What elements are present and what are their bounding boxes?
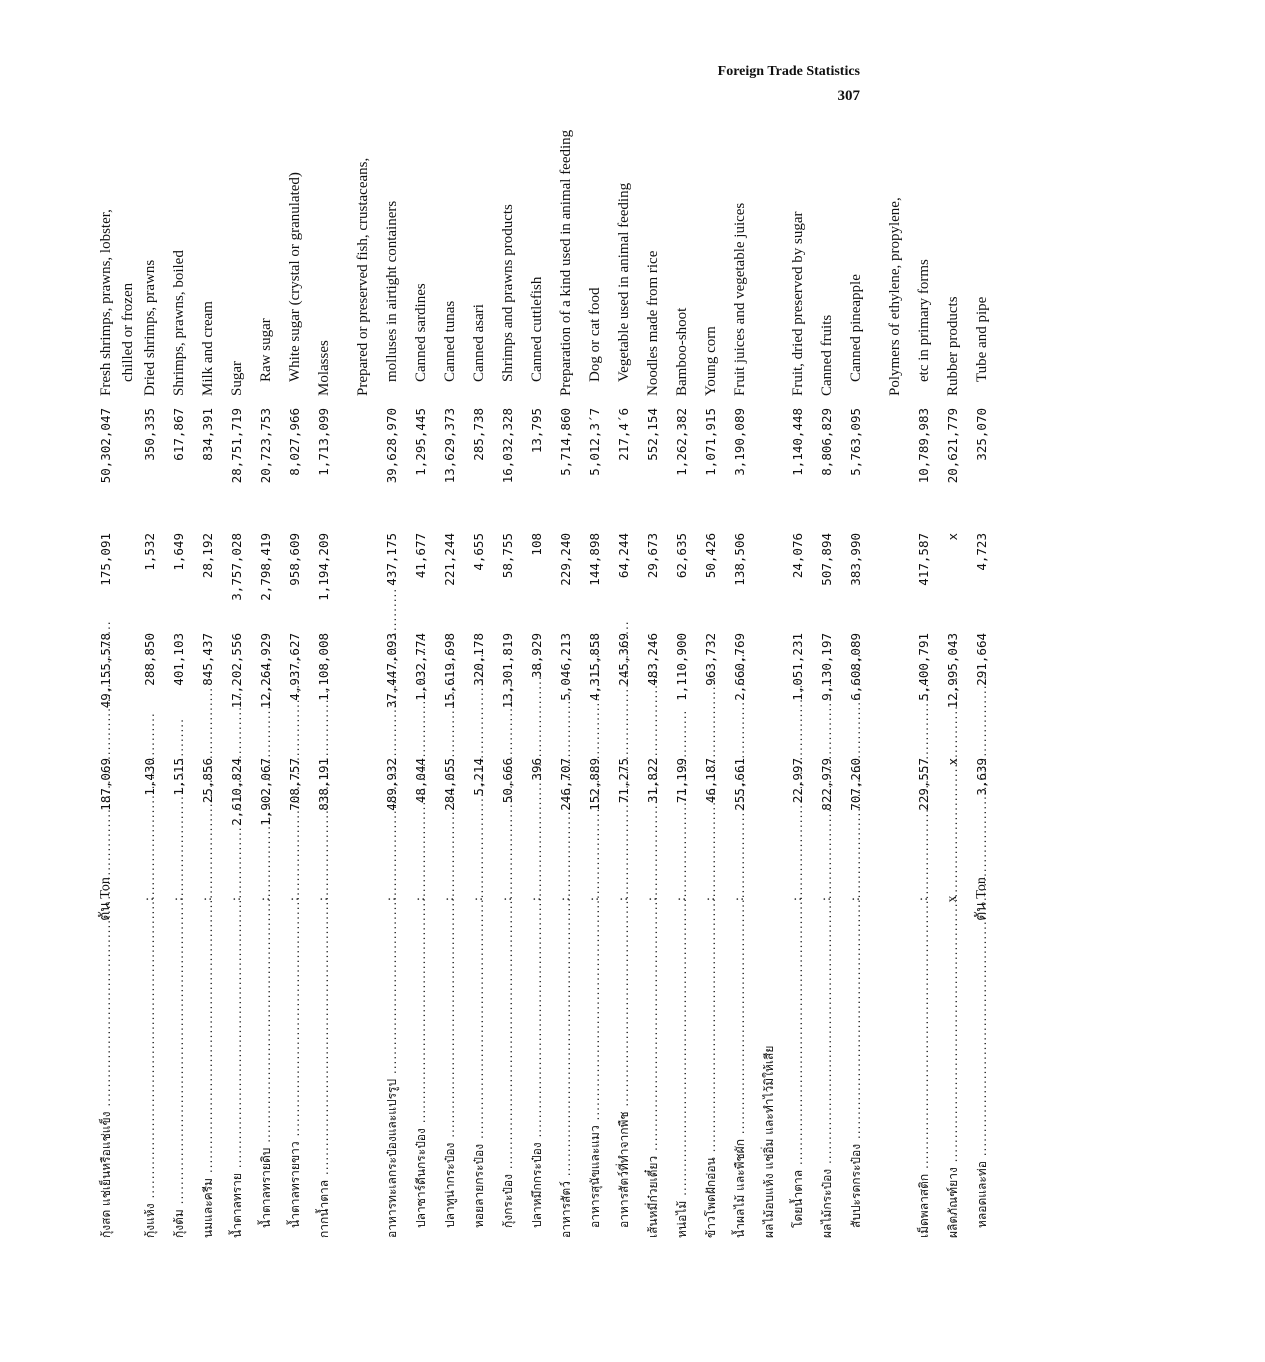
- table-row: [526, 118, 548, 1238]
- unit: ตัน Ton: [974, 877, 989, 921]
- english-description: Rubber products: [945, 296, 961, 396]
- thai-description: ผลไม้อบแห้ง แช่อิ่ม และทำไว้มิให้เสีย: [762, 1045, 776, 1238]
- value-curr: 217,4´6: [616, 408, 631, 461]
- quantity-curr: 417,587: [916, 533, 931, 586]
- unit: :: [413, 897, 428, 901]
- thai-description: กุ้งกระป๋อง .....: [497, 928, 519, 1238]
- value-prev: 2,660,769: [732, 633, 747, 701]
- thai-description: ข้าวโพดฝักอ่อน .....: [700, 938, 722, 1238]
- quantity-curr: 4,655: [471, 533, 486, 571]
- english-description: Canned cuttlefish: [529, 276, 545, 382]
- table-row: [255, 118, 277, 1238]
- table-row: [468, 118, 490, 1238]
- value-prev: 49,155,578: [98, 633, 113, 709]
- unit: :: [819, 897, 834, 901]
- thai-description: สับปะรดกระป๋อง .....: [845, 928, 867, 1238]
- value-curr: 20,723,753: [258, 408, 273, 484]
- value-prev: 845,437: [200, 633, 215, 686]
- english-description: Dog or cat food: [587, 287, 603, 382]
- value-curr: 5,012,3´7: [587, 408, 602, 476]
- value-prev: 1,110,900: [674, 633, 689, 701]
- unit: :: [703, 897, 718, 901]
- thai-description: อาหารทะเลกระป๋องและแปรรูป .....: [381, 938, 403, 1238]
- quantity-curr: 958,609: [287, 533, 302, 586]
- value-curr: 16,032,328: [500, 408, 515, 484]
- english-description: Molasses: [316, 340, 332, 396]
- thai-description: นมและครีม .....: [197, 938, 219, 1238]
- table-row: [197, 118, 219, 1238]
- quantity-curr: 41,677: [413, 533, 428, 579]
- table-row: [884, 118, 906, 1238]
- table-row: [139, 118, 161, 1238]
- quantity-curr: 3,757,028: [229, 533, 244, 601]
- table-row: [117, 118, 139, 1238]
- thai-description: ปลาหมึกกระป๋อง .....: [526, 928, 548, 1238]
- table-row: [95, 118, 117, 1238]
- quantity-prev: 229,557: [916, 758, 931, 811]
- value-curr: 50,302,047: [98, 408, 113, 484]
- value-prev: 38,929: [529, 633, 544, 679]
- unit: :: [229, 897, 244, 901]
- thai-description: ปลาซาร์ดีนกระป๋อง .....: [410, 928, 432, 1238]
- quantity-curr: 64,244: [616, 533, 631, 579]
- unit: :: [442, 897, 457, 901]
- value-prev: 15,619,698: [442, 633, 457, 709]
- quantity-prev: 822,979: [819, 758, 834, 811]
- quantity-prev: 708,757: [287, 758, 302, 811]
- unit: :: [316, 897, 331, 901]
- value-prev: 291,664: [974, 633, 989, 686]
- english-description: Canned pineapple: [848, 274, 864, 382]
- quantity-prev: 48,044: [413, 758, 428, 804]
- unit: :: [384, 897, 399, 901]
- english-description: chilled or frozen: [120, 282, 136, 382]
- value-curr: 1,140,448: [790, 408, 805, 476]
- unit: :: [171, 897, 186, 901]
- quantity-curr: x: [945, 533, 960, 541]
- value-curr: 1,262,382: [674, 408, 689, 476]
- value-curr: 13,629,373: [442, 408, 457, 484]
- english-description: Canned tunas: [442, 300, 458, 382]
- unit: :: [287, 897, 302, 901]
- thai-description: อาหารสุนัขและแมว .....: [584, 928, 606, 1238]
- quantity-prev: 187,069: [98, 758, 113, 811]
- quantity-prev: 1,430: [142, 758, 157, 796]
- value-prev: 4,315,858: [587, 633, 602, 701]
- english-description: Canned sardines: [413, 283, 429, 382]
- quantity-prev: x: [945, 758, 960, 766]
- quantity-curr: 62,635: [674, 533, 689, 579]
- table-row: [313, 118, 335, 1238]
- quantity-curr: 4,723: [974, 533, 989, 571]
- quantity-curr: 507,894: [819, 533, 834, 586]
- english-description: Sugar: [229, 361, 245, 396]
- value-prev: 9,130,197: [819, 633, 834, 701]
- value-prev: 1,032,774: [413, 633, 428, 701]
- quantity-prev: 1,902,067: [258, 758, 273, 826]
- unit: :: [529, 897, 544, 901]
- english-description: Shrimps and prawns products: [500, 204, 516, 382]
- quantity-curr: 1,194,209: [316, 533, 331, 601]
- table-row: [642, 118, 664, 1238]
- value-prev: 37,447,093: [384, 633, 399, 709]
- quantity-prev: 838,191: [316, 758, 331, 811]
- quantity-prev: 246,707: [558, 758, 573, 811]
- value-prev: 4,937,627: [287, 633, 302, 701]
- unit: :: [471, 897, 486, 901]
- table-row: [381, 118, 403, 1238]
- thai-description: กุ้งสด แช่เย็นหรือแช่แข็ง .....: [95, 938, 117, 1238]
- table-row: [439, 118, 461, 1238]
- value-prev: 1,108,008: [316, 633, 331, 701]
- value-curr: 39,628,970: [384, 408, 399, 484]
- value-prev: 12,995,043: [945, 633, 960, 709]
- unit: :: [645, 897, 660, 901]
- value-curr: 5,714,860: [558, 408, 573, 476]
- english-description: Raw sugar: [258, 318, 274, 382]
- value-prev: 6,608,089: [848, 633, 863, 701]
- value-prev: 963,732: [703, 633, 718, 686]
- quantity-curr: 221,244: [442, 533, 457, 586]
- thai-description: อาหารสัตว์ที่ทำจากพืช .....: [613, 928, 635, 1238]
- value-prev: 17,202,556: [229, 633, 244, 709]
- quantity-prev: 152,889: [587, 758, 602, 811]
- value-curr: 8,806,829: [819, 408, 834, 476]
- english-description: Polymers of ethylene, propylene,: [887, 197, 903, 396]
- value-prev: 483,246: [645, 633, 660, 686]
- table-row: [971, 118, 993, 1238]
- table-row: [787, 118, 809, 1238]
- quantity-prev: 71,275: [616, 758, 631, 804]
- value-prev: 1,051,231: [790, 633, 805, 701]
- table-row: [913, 118, 935, 1238]
- quantity-curr: 2,798,419: [258, 533, 273, 601]
- english-description: Canned asari: [471, 304, 487, 382]
- thai-description: โดยน้ำตาล .....: [787, 928, 809, 1238]
- value-prev: 320,178: [471, 633, 486, 686]
- quantity-curr: 28,192: [200, 533, 215, 579]
- english-description: Milk and cream: [200, 301, 216, 396]
- unit: :: [142, 897, 157, 901]
- quantity-prev: 284,055: [442, 758, 457, 811]
- english-description: Fruit juices and vegetable juices: [732, 202, 748, 396]
- unit: :: [587, 897, 602, 901]
- unit: :: [616, 897, 631, 901]
- table-row: [758, 118, 780, 1238]
- quantity-curr: 50,426: [703, 533, 718, 579]
- value-prev: 5,400,791: [916, 633, 931, 701]
- value-curr: 834,391: [200, 408, 215, 461]
- table-row: [226, 118, 248, 1238]
- quantity-curr: 24,076: [790, 533, 805, 579]
- value-prev: 245,369: [616, 633, 631, 686]
- thai-description: หลอดและท่อ .....: [971, 928, 993, 1238]
- quantity-prev: 707,260: [848, 758, 863, 811]
- quantity-curr: 1,532: [142, 533, 157, 571]
- value-curr: 3,190,089: [732, 408, 747, 476]
- thai-description: เส้นหมี่ก๋วยเตี๋ยว .....: [642, 938, 664, 1238]
- quantity-curr: 175,091: [98, 533, 113, 586]
- value-curr: 13,795: [529, 408, 544, 454]
- english-description: White sugar (crystal or granulated): [287, 172, 303, 382]
- unit: :: [790, 897, 805, 901]
- unit: :: [258, 897, 273, 901]
- english-description: Shrimps, prawns, boiled: [171, 250, 187, 396]
- page-number: 307: [837, 88, 860, 104]
- thai-description: ปลาทูน่ากระป๋อง .....: [439, 928, 461, 1238]
- english-description: Dried shrimps, prawns: [142, 259, 158, 396]
- trade-statistics-table: [95, 118, 1265, 1238]
- quantity-prev: 489,932: [384, 758, 399, 811]
- table-row: [352, 118, 374, 1238]
- quantity-prev: 396: [529, 758, 544, 781]
- quantity-curr: 229,240: [558, 533, 573, 586]
- english-description: Fruit, dried preserved by sugar: [790, 211, 806, 396]
- quantity-prev: 1,515: [171, 758, 186, 796]
- quantity-prev: 31,822: [645, 758, 660, 804]
- table-row: [555, 118, 577, 1238]
- value-prev: 5,046,213: [558, 633, 573, 701]
- table-row: [845, 118, 867, 1238]
- thai-description: เม็ดพลาสติก .....: [913, 938, 935, 1238]
- english-description: Noodles made from rice: [645, 250, 661, 396]
- table-row: [942, 118, 964, 1238]
- table-row: [284, 118, 306, 1238]
- value-prev: 288,850: [142, 633, 157, 686]
- english-description: Young corn: [703, 326, 719, 396]
- table-row: [671, 118, 693, 1238]
- quantity-prev: 71,199: [674, 758, 689, 804]
- unit: :: [732, 897, 747, 901]
- quantity-curr: 1,649: [171, 533, 186, 571]
- thai-description: น้ำตาลทราย .....: [226, 938, 248, 1238]
- quantity-curr: 29,673: [645, 533, 660, 579]
- english-description: Tube and pipe: [974, 296, 990, 382]
- value-curr: 1,713,099: [316, 408, 331, 476]
- table-row: [613, 118, 635, 1238]
- quantity-prev: 22,997: [790, 758, 805, 804]
- english-description: Prepared or preserved fish, crustaceans,: [355, 157, 371, 396]
- unit: ตัน Ton: [98, 877, 113, 921]
- table-row: [168, 118, 190, 1238]
- english-description: etc in primary forms: [916, 259, 932, 382]
- quantity-curr: 108: [529, 533, 544, 556]
- table-row: [584, 118, 606, 1238]
- quantity-prev: 255,661: [732, 758, 747, 811]
- thai-description: น้ำตาลทรายขาว .....: [284, 928, 306, 1238]
- thai-description: กุ้งต้ม .....: [168, 938, 190, 1238]
- thai-description: ผลไม้กระป๋อง .....: [816, 938, 838, 1238]
- table-row: [410, 118, 432, 1238]
- value-curr: 5,763,095: [848, 408, 863, 476]
- quantity-prev: 46,187: [703, 758, 718, 804]
- thai-description: หน่อไม้ .....: [671, 938, 693, 1238]
- quantity-curr: 138,506: [732, 533, 747, 586]
- value-curr: 325,070: [974, 408, 989, 461]
- quantity-curr: 144,898: [587, 533, 602, 586]
- value-curr: 28,751,719: [229, 408, 244, 484]
- quantity-prev: 25,856: [200, 758, 215, 804]
- value-curr: 1,295,445: [413, 408, 428, 476]
- value-curr: 617,867: [171, 408, 186, 461]
- running-header-title: Foreign Trade Statistics: [717, 64, 860, 79]
- english-description: molluses in airtight containers: [384, 200, 400, 382]
- table-row: [729, 118, 751, 1238]
- value-curr: 20,621,779: [945, 408, 960, 484]
- english-description: Preparation of a kind used in animal feeding: [558, 129, 574, 396]
- quantity-prev: 3,639: [974, 758, 989, 796]
- value-prev: 401,103: [171, 633, 186, 686]
- thai-description: น้ำผลไม้ และพืชผัก .....: [729, 938, 751, 1238]
- value-curr: 350,335: [142, 408, 157, 461]
- value-curr: 10,789,983: [916, 408, 931, 484]
- english-description: Fresh shrimps, prawns, lobster,: [98, 209, 114, 396]
- value-curr: 552,154: [645, 408, 660, 461]
- value-curr: 8,027,966: [287, 408, 302, 476]
- quantity-prev: 50,666: [500, 758, 515, 804]
- quantity-prev: 5,214: [471, 758, 486, 796]
- value-prev: 12,264,929: [258, 633, 273, 709]
- unit: :: [848, 897, 863, 901]
- table-row: [816, 118, 838, 1238]
- value-curr: 285,738: [471, 408, 486, 461]
- unit: :: [674, 897, 689, 901]
- english-description: Bamboo-shoot: [674, 307, 690, 396]
- quantity-prev: 2,610,824: [229, 758, 244, 826]
- thai-description: อาหารสัตว์ .....: [555, 938, 577, 1238]
- unit: :: [200, 897, 215, 901]
- thai-description: ผลิตภัณฑ์ยาง .....: [942, 938, 964, 1238]
- english-description: Vegetable used in animal feeding: [616, 182, 632, 382]
- thai-description: กุ้งแห้ง .....: [139, 938, 161, 1238]
- table-row: [497, 118, 519, 1238]
- quantity-curr: 437,175: [384, 533, 399, 586]
- value-prev: 13,301,819: [500, 633, 515, 709]
- thai-description: น้ำตาลทรายดิบ .....: [255, 928, 277, 1238]
- unit: x: [945, 895, 960, 903]
- thai-description: หอยลายกระป๋อง .....: [468, 928, 490, 1238]
- value-curr: 1,071,915: [703, 408, 718, 476]
- thai-description: กากน้ำตาล .....: [313, 938, 335, 1238]
- quantity-curr: 383,990: [848, 533, 863, 586]
- table-row: [700, 118, 722, 1238]
- english-description: Canned fruits: [819, 314, 835, 396]
- quantity-curr: 58,755: [500, 533, 515, 579]
- unit: :: [558, 897, 573, 901]
- unit: :: [916, 897, 931, 901]
- unit: :: [500, 897, 515, 901]
